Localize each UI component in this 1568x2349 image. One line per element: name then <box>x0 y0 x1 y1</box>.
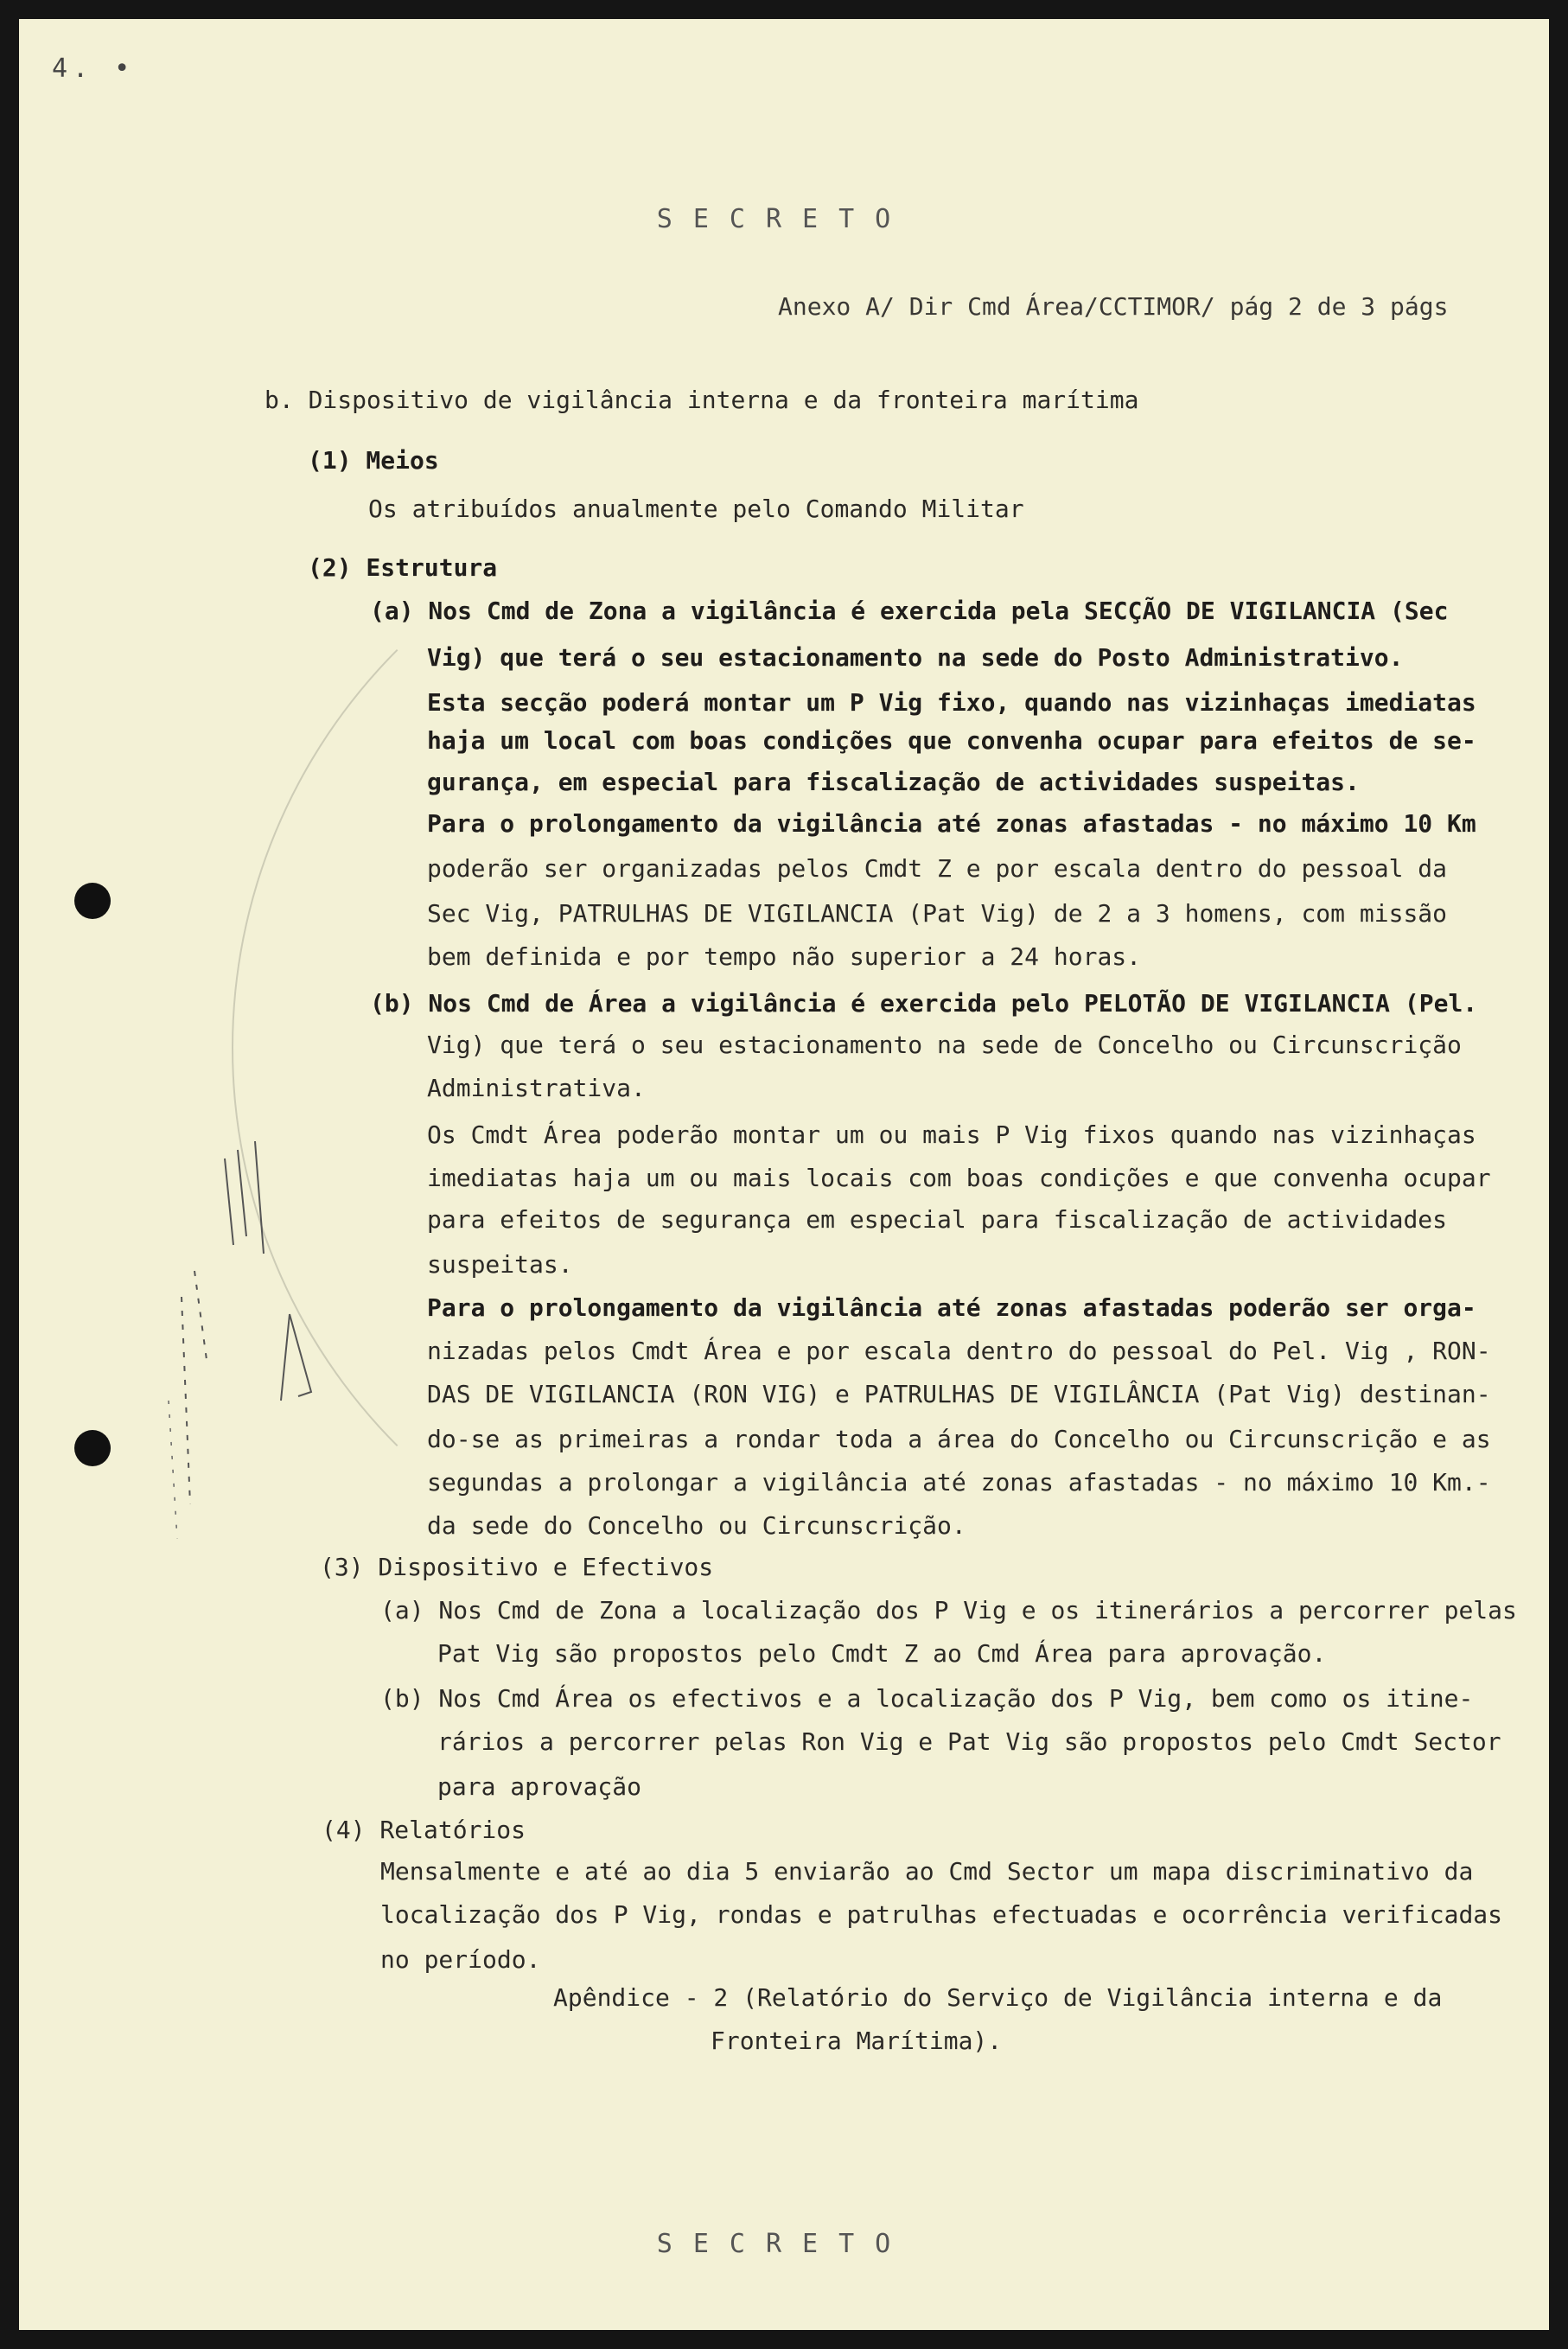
item-3b-line: (b) Nos Cmd Área os efectivos e a localização dos P Vig, bem como os itine- <box>380 1684 1474 1713</box>
item-4-line: localização dos P Vig, rondas e patrulhas efectuadas e ocorrência verificadas <box>380 1900 1503 1929</box>
item-1-heading: (1) Meios <box>308 446 439 475</box>
item-4-line: Mensalmente e até ao dia 5 enviarão ao Cmd Sector um mapa discriminativo da <box>380 1857 1474 1886</box>
item-2b-line: do-se as primeiras a rondar toda a área do Concelho ou Circunscrição e as <box>427 1425 1491 1453</box>
item-2b-line: imediatas haja um ou mais locais com boas condições e que convenha ocupar <box>427 1164 1491 1192</box>
item-2a-line: (a) Nos Cmd de Zona a vigilância é exercida pela SECÇÃO DE VIGILANCIA (Sec <box>370 597 1449 625</box>
punch-hole-bottom <box>74 1430 111 1466</box>
item-2-heading: (2) Estrutura <box>308 553 498 582</box>
item-2b-line: suspeitas. <box>427 1250 573 1279</box>
item-2a-line: Esta secção poderá montar um P Vig fixo, quando nas vizinhaças imediatas <box>427 688 1476 717</box>
item-2b-line: Administrativa. <box>427 1074 646 1102</box>
punch-hole-top <box>74 883 111 919</box>
item-2a-line: poderão ser organizadas pelos Cmdt Z e por escala dentro do pessoal da <box>427 854 1448 883</box>
item-2a-line: Vig) que terá o seu estacionamento na sede do Posto Administrativo. <box>427 643 1404 672</box>
section-b-heading: b. Dispositivo de vigilância interna e da fronteira marítima <box>265 386 1139 414</box>
item-4-line: no período. <box>380 1945 541 1974</box>
item-3b-line: rários a percorrer pelas Ron Vig e Pat Vig são propostos pelo Cmdt Sector <box>437 1727 1501 1756</box>
item-2a-line: bem definida e por tempo não superior a 24 horas. <box>427 942 1142 971</box>
annex-reference: Anexo A/ Dir Cmd Área/CCTIMOR/ pág 2 de 3 págs <box>778 292 1449 321</box>
item-3b-line: para aprovação <box>437 1772 642 1801</box>
item-2a-line: Sec Vig, PATRULHAS DE VIGILANCIA (Pat Vig) de 2 a 3 homens, com missão <box>427 899 1448 928</box>
item-2b-line: (b) Nos Cmd de Área a vigilância é exercida pelo PELOTÃO DE VIGILANCIA (Pel. <box>370 989 1478 1018</box>
item-2b-line: Para o prolongamento da vigilância até zonas afastadas poderão ser orga- <box>427 1293 1476 1322</box>
item-2a-line: haja um local com boas condições que convenha ocupar para efeitos de se- <box>427 726 1476 755</box>
item-2b-line: DAS DE VIGILANCIA (RON VIG) e PATRULHAS DE VIGILÂNCIA (Pat Vig) destinan- <box>427 1380 1491 1408</box>
item-2a-line: Para o prolongamento da vigilância até zonas afastadas - no máximo 10 Km <box>427 809 1476 838</box>
item-2b-line: da sede do Concelho ou Circunscrição. <box>427 1511 966 1540</box>
appendix-reference-line: Fronteira Marítima). <box>711 2027 1003 2055</box>
item-3-heading: (3) Dispositivo e Efectivos <box>320 1553 714 1581</box>
item-2b-line: Vig) que terá o seu estacionamento na sede de Concelho ou Circunscrição <box>427 1031 1462 1059</box>
appendix-reference-line: Apêndice - 2 (Relatório do Serviço de Vigilância interna e da <box>553 1983 1443 2012</box>
margin-handwritten-marks <box>160 1141 333 1556</box>
item-2b-line: nizadas pelos Cmdt Área e por escala dentro do pessoal do Pel. Vig , RON- <box>427 1337 1491 1365</box>
item-1-text: Os atribuídos anualmente pelo Comando Militar <box>368 495 1024 523</box>
item-4-heading: (4) Relatórios <box>322 1816 526 1844</box>
classification-footer: SECRETO <box>656 2229 912 2259</box>
item-2b-line: segundas a prolongar a vigilância até zonas afastadas - no máximo 10 Km.- <box>427 1468 1491 1497</box>
corner-mark: 4. • <box>52 54 136 84</box>
item-2a-line: gurança, em especial para fiscalização de actividades suspeitas. <box>427 768 1360 796</box>
item-3a-line: (a) Nos Cmd de Zona a localização dos P Vig e os itinerários a percorrer pelas <box>380 1596 1517 1625</box>
item-2b-line: para efeitos de segurança em especial para fiscalização de actividades <box>427 1205 1448 1234</box>
item-3a-line: Pat Vig são propostos pelo Cmdt Z ao Cmd Área para aprovação. <box>437 1639 1327 1668</box>
classification-header: SECRETO <box>656 204 912 234</box>
item-2b-line: Os Cmdt Área poderão montar um ou mais P Vig fixos quando nas vizinhaças <box>427 1120 1476 1149</box>
